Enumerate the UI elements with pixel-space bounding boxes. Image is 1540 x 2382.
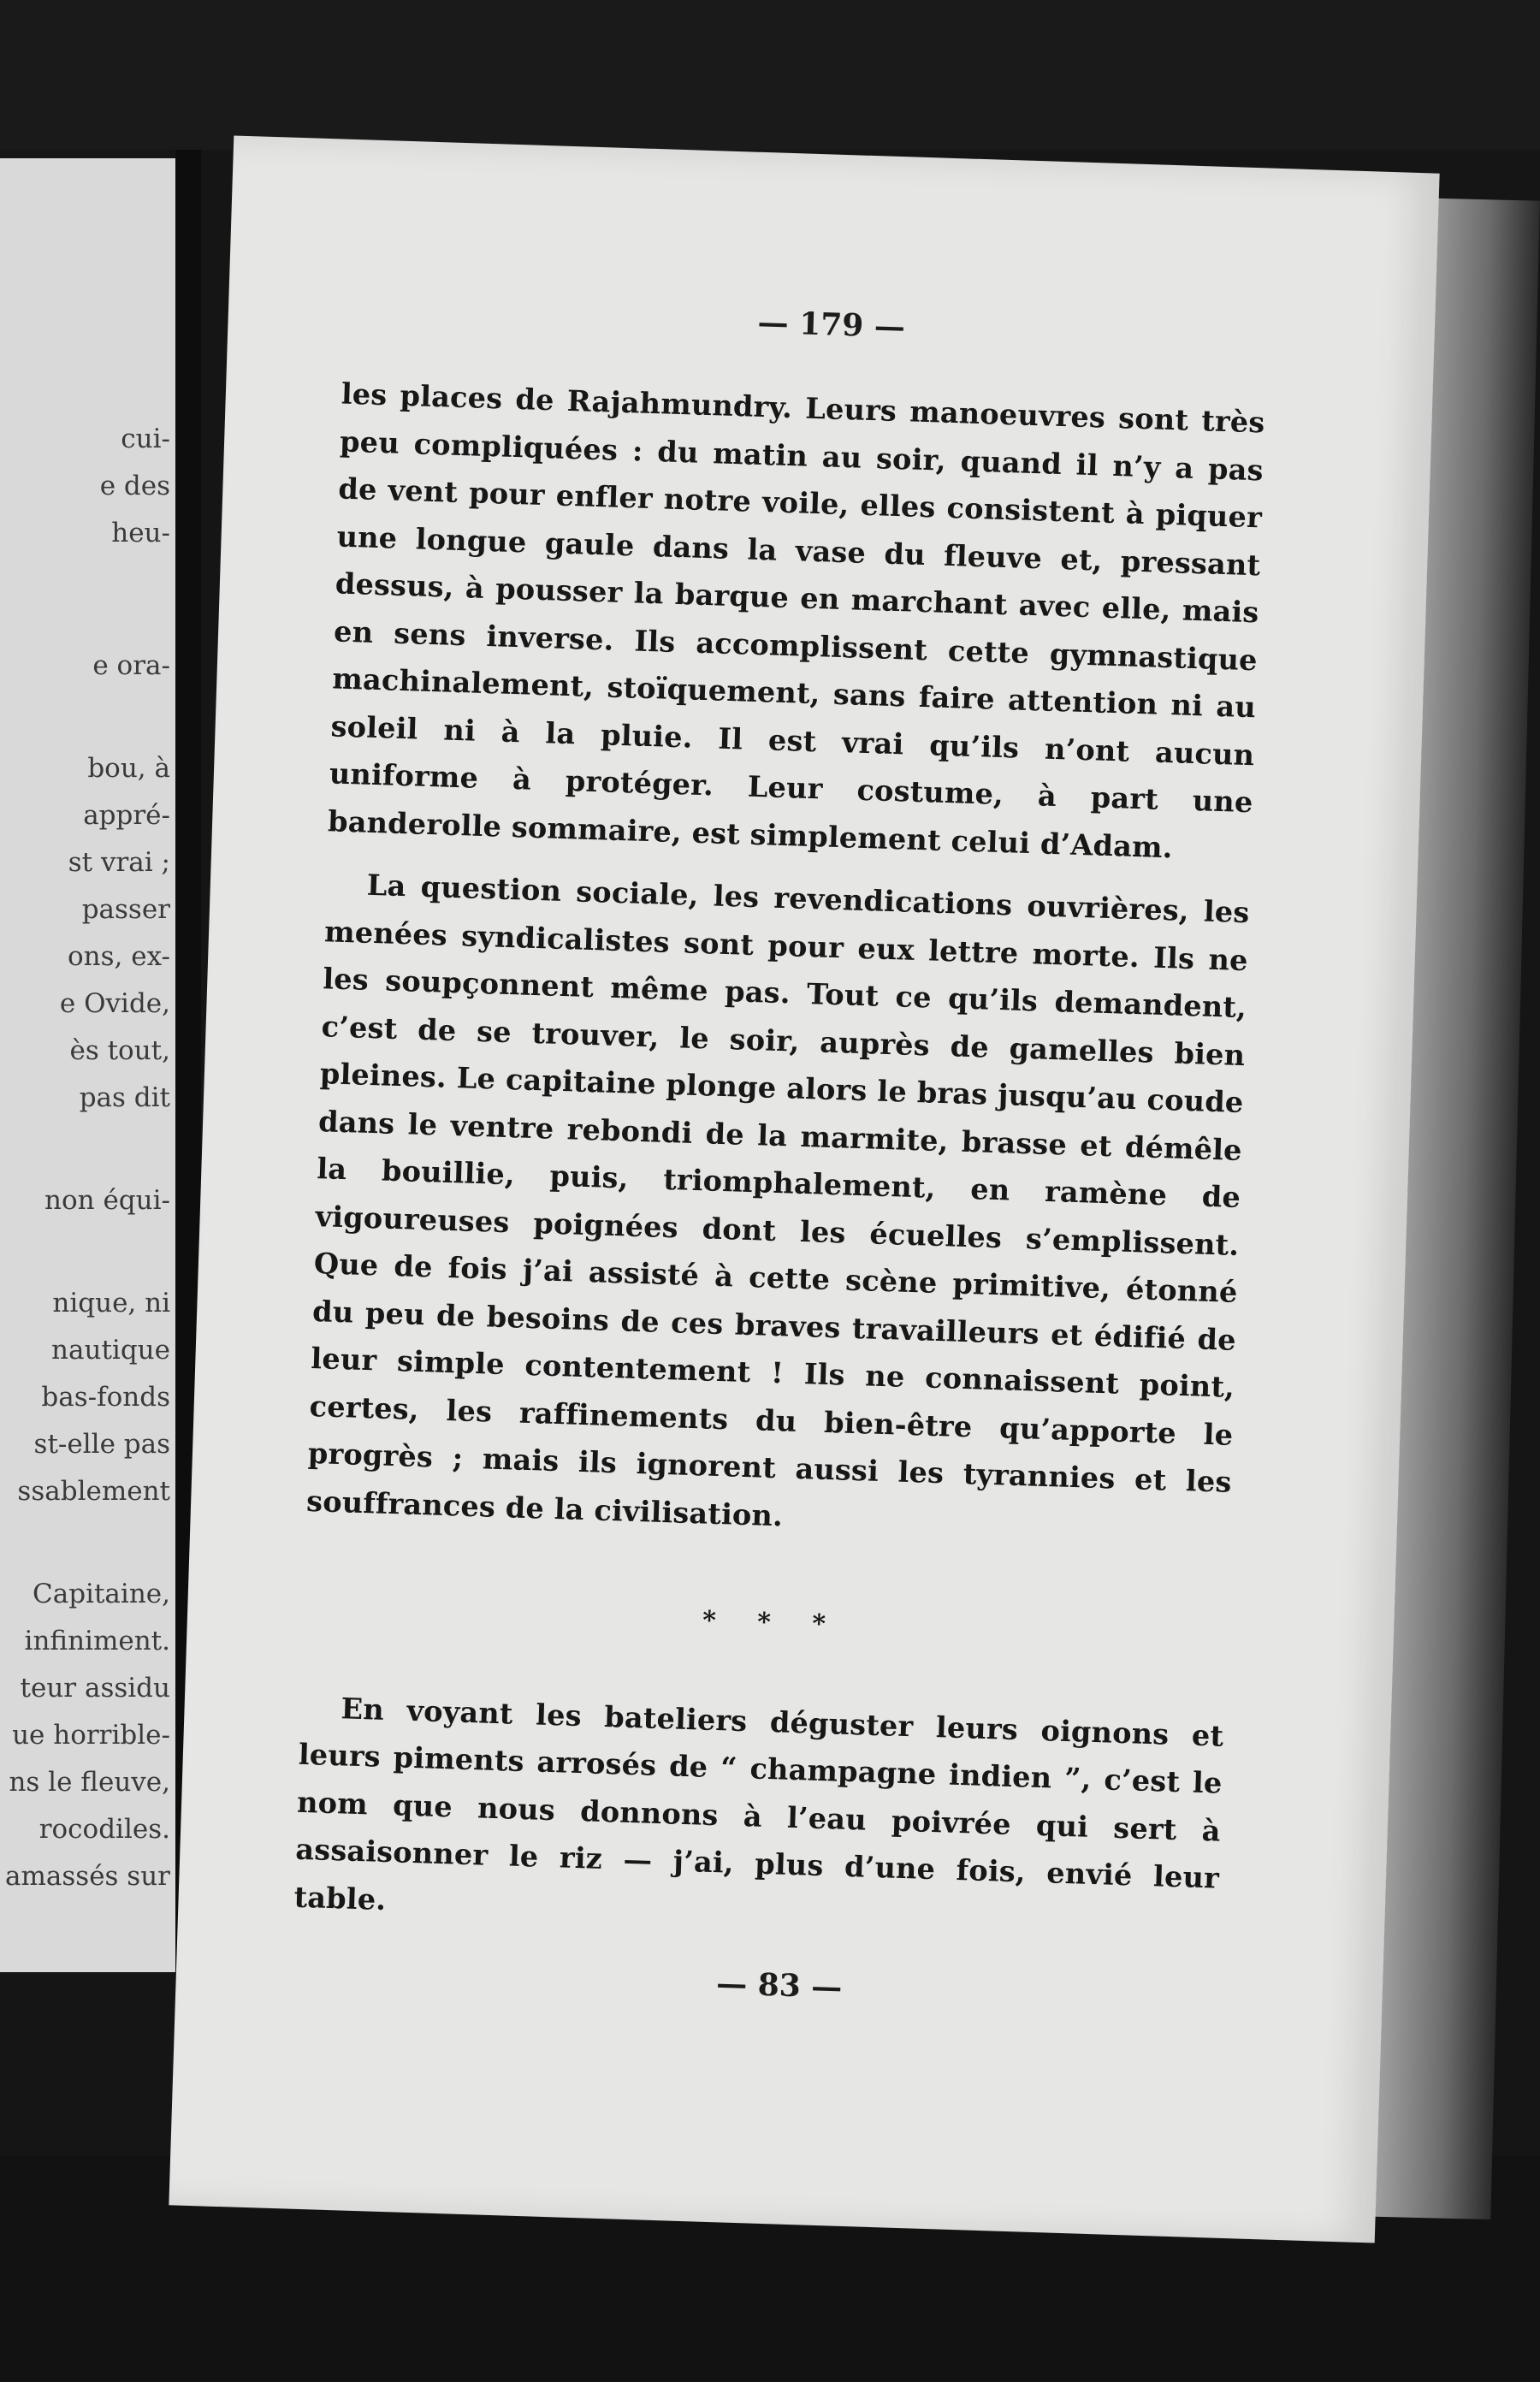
- left-page-line: appré-: [83, 800, 170, 831]
- left-page-line: passer: [81, 894, 170, 925]
- paragraph: La question sociale, les revendications ouvrières, les menées syndicalistes sont pour eux lettre morte. Ils ne les soupçonnent même pas. Tout ce qu’ils demandent, c’est de se trouver, le soir, auprès de gamelles bien pleines. Le capitaine plonge alors le bras jusqu’au coude dans le ventre rebondi de la marmite, brasse et démêle la bouillie, puis, triomphalement, en ramène de vigoureuses poignées dont les écuelles s’emplissent. Que de fois j’ai assisté à cette scène primitive, étonné du peu de besoins de ces braves travailleurs et édifié de leur simple contentement ! Ils ne connaissent point, certes, les raffinements du bien-être qu’apporte le progrès ; mais ils ignorent aussi les tyrannies et les souffrances de la civilisation.: [305, 868, 1251, 1532]
- left-page-line: nique, ni: [52, 1288, 170, 1318]
- left-page-line: pas dit: [79, 1082, 170, 1113]
- left-page-line: st vrai ;: [68, 847, 170, 878]
- left-page-line: ons, ex-: [67, 941, 170, 972]
- left-facing-page: [0, 158, 175, 1972]
- left-page-line: bou, à: [87, 753, 170, 784]
- left-page-line: heu-: [111, 518, 170, 548]
- paragraph: En voyant les bateliers déguster leurs oignons et leurs piments arrosés de “ champagne indien ”, c’est le nom que nous donnons à l’eau poivrée qui sert à assaisonner le riz — j’ai, plus d’une fois, envié leur table.: [293, 1691, 1224, 1917]
- left-page-line: amassés sur: [5, 1861, 170, 1892]
- left-page-line: ès tout,: [69, 1035, 170, 1066]
- running-page-number: — 179 —: [757, 304, 906, 346]
- left-page-line: e ora-: [92, 650, 170, 681]
- left-page-line: infiniment.: [24, 1626, 170, 1656]
- left-page-line: e Ovide,: [59, 988, 170, 1019]
- left-page-line: e des: [99, 471, 170, 501]
- book-page: [169, 135, 1439, 2243]
- left-page-line: st-elle pas: [33, 1429, 170, 1460]
- paragraph: les places de Rajahmundry. Leurs manoeuvres sont très peu compliquées : du matin au soir, quand il n’y a pas de vent pour enfler notre voile, elles consistent à piquer une longue gaule dans la vase du fleuve et, pressant dessus, à pousser la barque en marchant avec elle, mais en sens inverse. Ils accomplissent cette gymnastique machinalement, stoïquement, sans faire attention ni au soleil ni à la pluie. Il est vrai qu’ils n’ont aucun uniforme à protéger. Leur costume, à part une banderolle sommaire, est simplement celui d’Adam.: [327, 376, 1266, 864]
- left-page-line: rocodiles.: [38, 1814, 170, 1845]
- left-page-line: Capitaine,: [33, 1579, 170, 1609]
- left-page-line: nautique: [51, 1335, 170, 1366]
- left-page-line: bas-fonds: [41, 1382, 170, 1413]
- left-page-line: non équi-: [44, 1185, 170, 1216]
- left-page-line: ssablement: [17, 1476, 170, 1507]
- left-page-line: ns le fleuve,: [9, 1767, 170, 1798]
- left-page-line: ue horrible-: [12, 1720, 170, 1751]
- footer-page-number: — 83 —: [715, 1965, 843, 2006]
- scan-background-top: [0, 0, 1540, 150]
- page-body: [293, 370, 1265, 1950]
- section-separator: * * *: [702, 1605, 828, 1640]
- left-page-line: cui-: [121, 424, 170, 454]
- left-page-line: teur assidu: [20, 1673, 170, 1704]
